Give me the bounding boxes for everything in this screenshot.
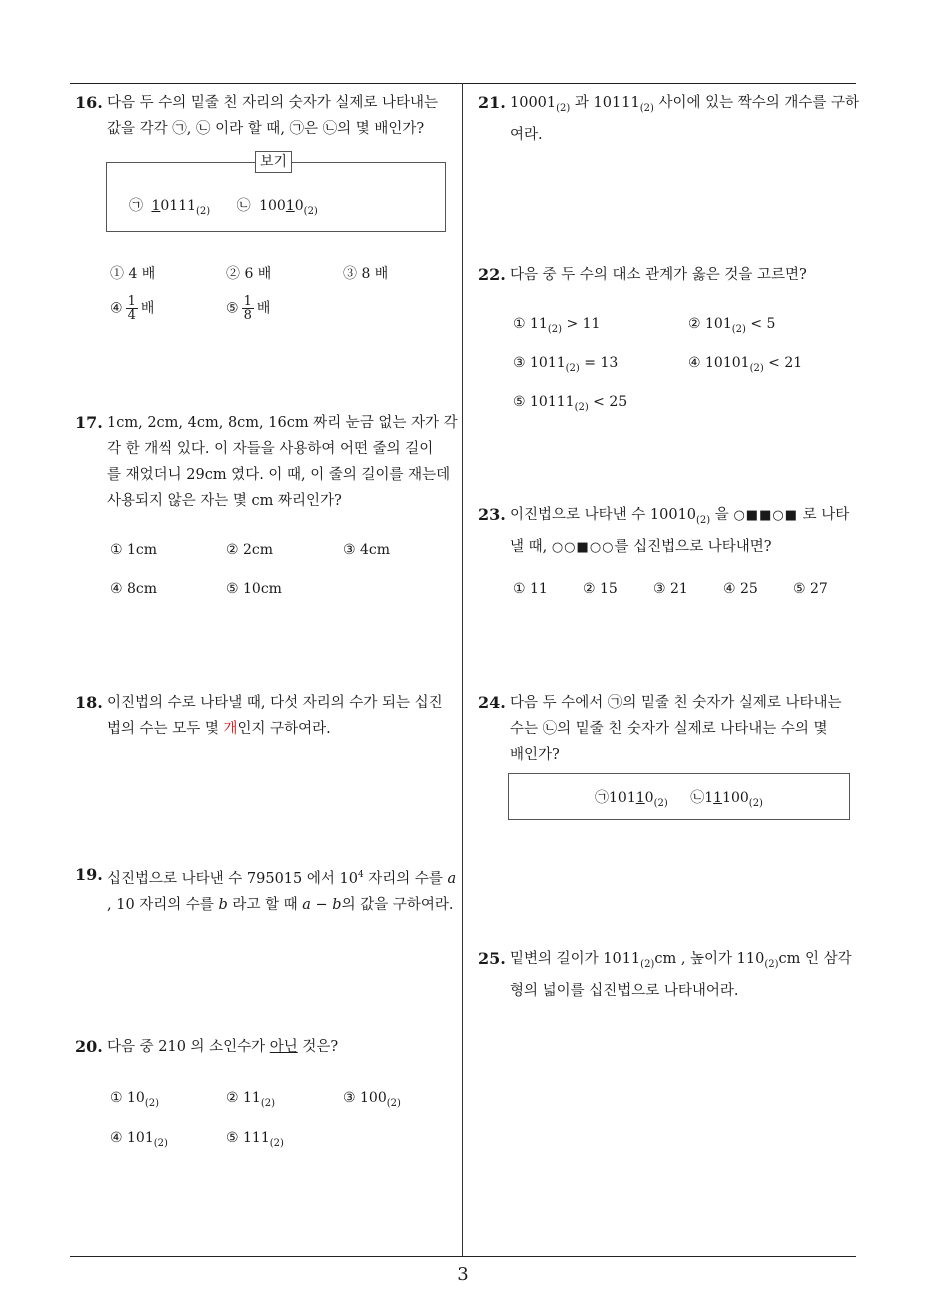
top-rule — [70, 83, 856, 84]
shape-pattern: ○■■○■ — [733, 508, 798, 523]
option-1[interactable]: ① $11_{(2)} > 11$ — [513, 316, 601, 335]
example-box-label: 보기 — [255, 151, 292, 173]
option-1[interactable]: ① 1cm — [110, 542, 158, 558]
option-5[interactable]: ⑤ 10cm — [226, 581, 282, 597]
question-24 — [478, 690, 863, 768]
option-3[interactable]: ③ $100_{(2)}$ — [343, 1090, 401, 1109]
question-number: 16. — [75, 93, 103, 112]
option-4[interactable]: ④ $101_{(2)}$ — [110, 1130, 168, 1149]
option-1[interactable]: ① $10_{(2)}$ — [110, 1090, 160, 1109]
question-text: 밑변의 길이가 $1011_{(2)}cm$ , 높이가 $110_{(2)}cm$ 인 삼각 형의 넓이를 십진법으로 나타내어라. — [510, 951, 852, 999]
question-number: 19. — [75, 865, 103, 884]
option-2[interactable]: ② 2cm — [226, 542, 274, 558]
option-5[interactable]: ⑤ $10111_{(2)} < 25$ — [513, 394, 628, 413]
question-text: 다음 두 수의 밑줄 친 자리의 숫자가 실제로 나타내는 값을 각각 ㉠, ㉡ 이라 할 때, ㉠은 ㉡의 몇 배인가? — [107, 95, 439, 137]
question-text: 이진법의 수로 나타낼 때, 다섯 자리의 수가 되는 십진 법의 수는 모두 몇 개인지 구하여라. — [107, 695, 443, 737]
question-text: 다음 중 210 의 소인수가 아닌 것은? — [107, 1039, 339, 1055]
option-2[interactable]: ② $11_{(2)}$ — [226, 1090, 276, 1109]
question-number: 24. — [478, 693, 506, 712]
option-4[interactable]: ④ $\frac{1}{4}$ 배 — [110, 294, 155, 323]
question-number: 22. — [478, 265, 506, 284]
option-2[interactable]: ② 15 — [583, 581, 618, 597]
option-3[interactable]: ③ $1011_{(2)} = 13$ — [513, 355, 619, 374]
option-2[interactable]: ② $101_{(2)} < 5$ — [688, 316, 776, 335]
column-divider — [462, 83, 463, 1256]
question-text: 십진법으로 나타낸 수 795015 에서 $10^4$ 자리의 수를 a , 10 자리의 수를 b 라고 할 때 a − b의 값을 구하여라. — [107, 870, 457, 913]
question-number: 17. — [75, 413, 103, 432]
option-5[interactable]: ⑤ 27 — [793, 581, 828, 597]
question-19 — [75, 862, 460, 918]
question-18 — [75, 690, 460, 742]
numbers-box — [508, 773, 850, 820]
question-number: 21. — [478, 93, 506, 112]
page-number: 3 — [457, 1264, 469, 1285]
question-number: 20. — [75, 1037, 103, 1056]
question-text: $10001_{(2)}$ 과 $10111_{(2)}$ 사이에 있는 짝수의 개수를 구하 여라. — [510, 95, 859, 143]
question-25 — [478, 946, 863, 1004]
question-text: 1cm, 2cm, 4cm, 8cm, 16cm 짜리 눈금 없는 자가 각 각 한 개씩 있다. 이 자들을 사용하여 어떤 줄의 길이 를 재었더니 29cm 였다. 이 때, 이 줄의 길이를 재는데 사용되지 않은 자는 몇 cm 짜리인가? — [107, 415, 458, 509]
question-22 — [478, 262, 863, 288]
question-17 — [75, 410, 460, 514]
option-5[interactable]: ⑤ $\frac{1}{8}$ 배 — [226, 294, 271, 323]
bottom-rule — [70, 1256, 856, 1257]
option-3[interactable]: ③ 4cm — [343, 542, 391, 558]
numbers-content: $㉠10110_{(2)}$ $㉡11100_{(2)}$ — [595, 790, 763, 809]
shape-pattern: ○○■○○ — [551, 539, 615, 555]
fraction: $\frac{1}{4}$ — [127, 294, 136, 323]
option-1[interactable]: ① 4 배 — [110, 266, 156, 282]
question-text: 다음 두 수에서 ㉠의 밑줄 친 숫자가 실제로 나타내는 수는 ㉡의 밑줄 친 숫자가 실제로 나타내는 수의 몇 배인가? — [510, 695, 842, 763]
option-3[interactable]: ③ 21 — [653, 581, 688, 597]
question-16 — [75, 90, 460, 142]
option-4[interactable]: ④ 25 — [723, 581, 758, 597]
fraction: $\frac{1}{8}$ — [243, 294, 252, 323]
question-number: 18. — [75, 693, 103, 712]
question-text: 다음 중 두 수의 대소 관계가 옳은 것을 고르면? — [510, 267, 807, 283]
option-5[interactable]: ⑤ $111_{(2)}$ — [226, 1130, 284, 1149]
option-2[interactable]: ② 6 배 — [226, 266, 272, 282]
question-21 — [478, 90, 863, 148]
option-3[interactable]: ③ 8 배 — [343, 266, 389, 282]
example-content: ㉠ $10111_{(2)}$ ㉡ $10010_{(2)}$ — [129, 198, 318, 217]
question-number: 23. — [478, 505, 506, 524]
question-text: 이진법으로 나타낸 수 $10010_{(2)}$ 을 ○■■○■ 로 나타 낼 때, ○○■○○를 십진법으로 나타내면? — [510, 507, 850, 555]
question-number: 25. — [478, 949, 506, 968]
highlighted-word: 개 — [223, 721, 238, 737]
option-4[interactable]: ④ $10101_{(2)} < 21$ — [688, 355, 803, 374]
question-23 — [478, 502, 863, 561]
option-4[interactable]: ④ 8cm — [110, 581, 158, 597]
option-1[interactable]: ① 11 — [513, 581, 548, 597]
question-20 — [75, 1034, 460, 1060]
